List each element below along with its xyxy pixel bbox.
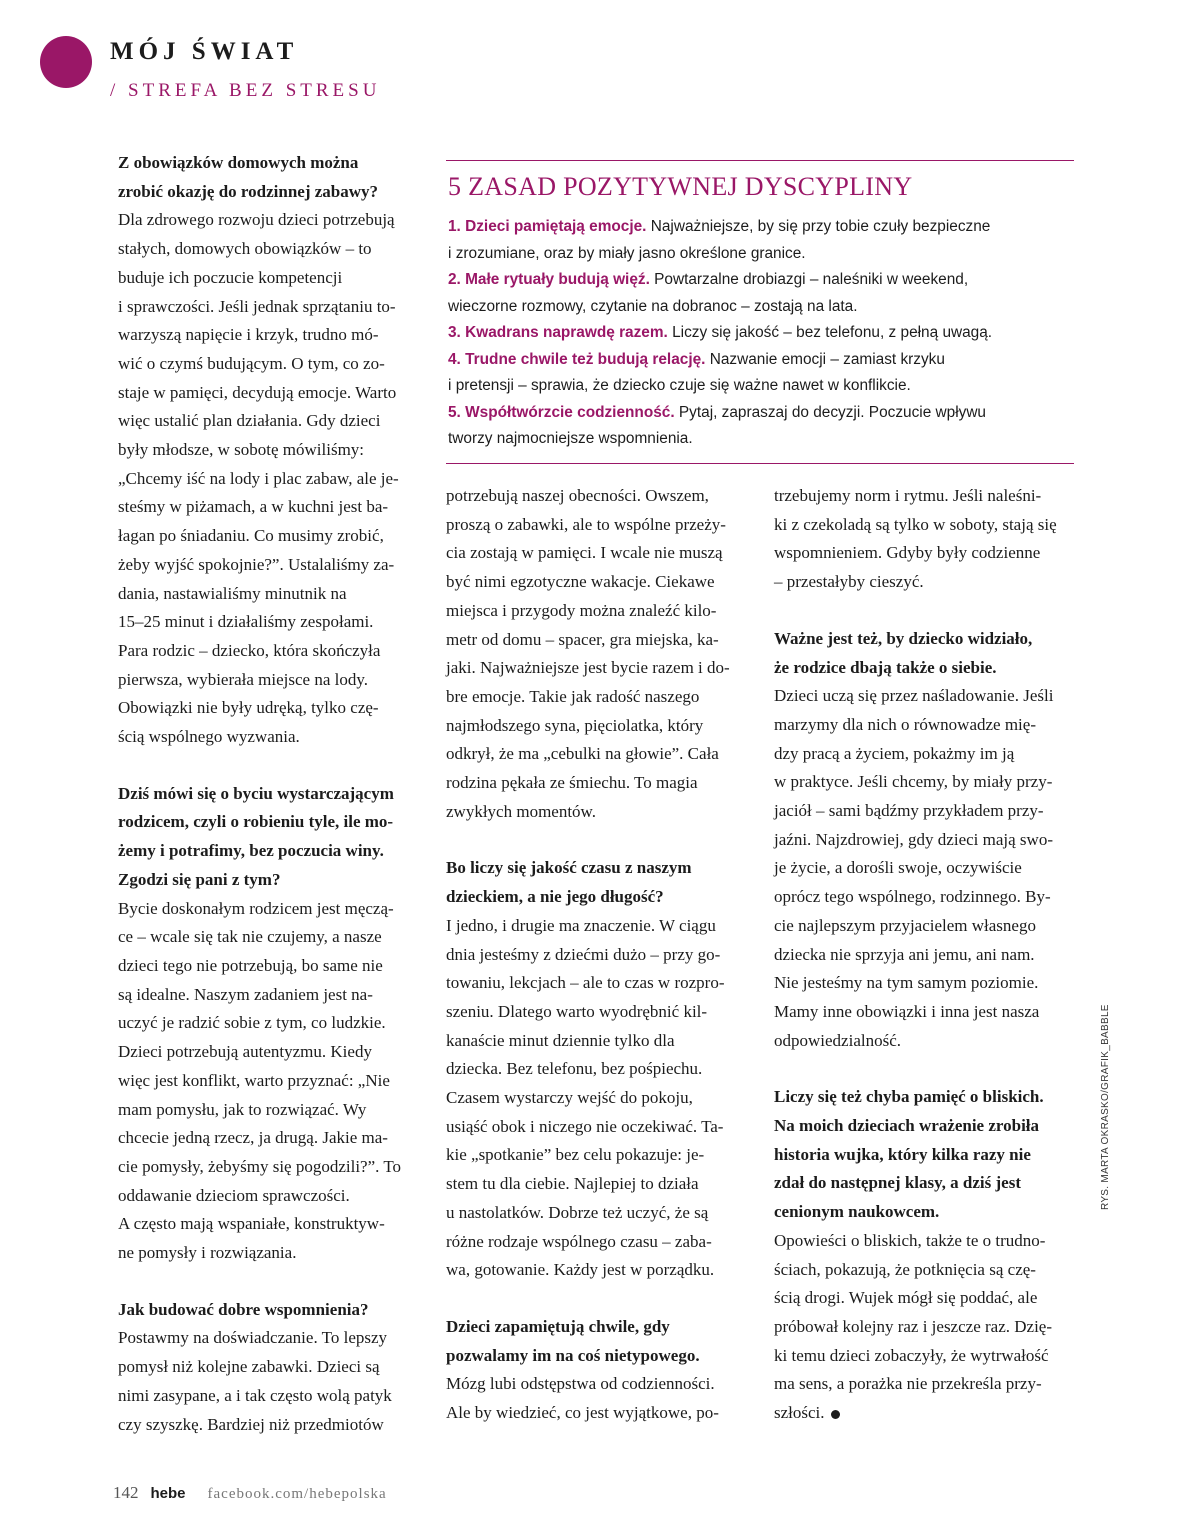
- credit-text: RYS. MARTA OKRASKO/GRAFIK_BABBLE: [1100, 1004, 1111, 1210]
- text-line: ścią drogi. Wujek mógł się poddać, ale: [774, 1288, 1038, 1308]
- interview-answer: [118, 206, 418, 751]
- section-title: MÓJ ŚWIAT: [110, 38, 299, 65]
- text-line: 15–25 minut i działaliśmy zespołami.: [118, 612, 374, 632]
- text-line: Para rodzic – dziecko, która skończyła: [118, 640, 381, 660]
- text-line: cie pomysły, żebyśmy się pogodzili?”. To: [118, 1156, 402, 1176]
- text-line: cia zostają w pamięci. I wcale nie muszą: [446, 543, 723, 563]
- interview-answer: [446, 1370, 744, 1427]
- text-line: żeby wyjść spokojnie?”. Ustalaliśmy za-: [118, 554, 395, 574]
- interview-question: [118, 149, 418, 206]
- rule-item: [448, 320, 1074, 347]
- text-line: je życie, a dorośli swoje, oczywiście: [774, 858, 1022, 878]
- text-line: ściach, pokazują, że potknięcia są czę-: [774, 1259, 1036, 1279]
- rule-text: i pretensji – sprawia, że dziecko czuje się ważne nawet w konflikcie.: [448, 377, 911, 394]
- text-line: rodzina pękała ze śmiechu. To magia: [446, 773, 698, 793]
- text-line: historia wujka, który kilka razy nie: [774, 1144, 1031, 1164]
- box-title: 5 ZASAD POZYTYWNEJ DYSCYPLINY: [448, 172, 913, 201]
- text-line: dzieci tego nie potrzebują, bo same nie: [118, 955, 383, 975]
- text-line: próbował kolejny raz i jeszcze raz. Dzię-: [774, 1316, 1052, 1336]
- interview-answer: [774, 482, 1076, 597]
- text-line: były młodsze, w sobotę mówiliśmy:: [118, 440, 365, 460]
- text-line: Dzieci zapamiętują chwile, gdy: [446, 1316, 670, 1336]
- text-line: Opowieści o bliskich, także te o trudno-: [774, 1230, 1046, 1250]
- text-line: proszą o zabawki, ale to wspólne przeży-: [446, 514, 726, 534]
- rule-text: Najważniejsze, by się przy tobie czuły bezpieczne: [646, 218, 991, 235]
- text-line: że rodzice dbają także o siebie.: [774, 657, 997, 677]
- text-line: dania, nastawialiśmy minutnik na: [118, 583, 347, 603]
- text-line: uczyć je radzić sobie z tym, co ludzkie.: [118, 1013, 386, 1033]
- text-line: Czasem wystarczy wejść do pokoju,: [446, 1088, 693, 1108]
- text-line: więc ustalić plan działania. Gdy dzieci: [118, 411, 381, 431]
- interview-answer: [774, 1227, 1076, 1428]
- text-line: Mózg lubi odstępstwa od codzienności.: [446, 1374, 715, 1394]
- text-line: staje w pamięci, decydują emocje. Warto: [118, 382, 397, 402]
- text-line: szeniu. Dlatego warto wyodrębnić kil-: [446, 1001, 708, 1021]
- interview-answer: [446, 912, 744, 1285]
- text-line: Bo liczy się jakość czasu z naszym: [446, 858, 692, 878]
- text-line: szłości.: [774, 1403, 825, 1423]
- text-line: u nastolatków. Dobrze też uczyć, że są: [446, 1202, 709, 1222]
- text-line: usiąść obok i niczego nie oczekiwać. Ta-: [446, 1116, 724, 1136]
- text-line: Bycie doskonałym rodzicem jest męczą-: [118, 898, 394, 918]
- paragraph-gap: [774, 1055, 1076, 1083]
- text-line: w praktyce. Jeśli chcemy, by miały przy-: [774, 772, 1053, 792]
- text-line: Dziś mówi się o byciu wystarczającym: [118, 783, 394, 803]
- text-line: zwykłych momentów.: [446, 801, 596, 821]
- text-line: dzieckiem, a nie jego długość?: [446, 887, 664, 907]
- text-line: ki z czekoladą są tylko w soboty, stają się: [774, 514, 1057, 534]
- text-line: warzyszą napięcie i krzyk, trudno mó-: [118, 325, 379, 345]
- page-footer: [113, 1483, 387, 1503]
- interview-question: [118, 1296, 418, 1325]
- text-line: miejsca i przygody można znaleźć kilo-: [446, 600, 717, 620]
- text-line: jaciół – sami bądźmy przykładem przy-: [774, 801, 1044, 821]
- interview-answer: [446, 482, 744, 826]
- text-line: stałych, domowych obowiązków – to: [118, 239, 372, 259]
- text-line: Mamy inne obowiązki i inna jest nasza: [774, 1001, 1040, 1021]
- text-line: wspomnieniem. Gdyby były codzienne: [774, 543, 1041, 563]
- article-column-2: [446, 482, 744, 1428]
- text-line: Dzieci uczą się przez naśladowanie. Jeśli: [774, 686, 1054, 706]
- text-line: Postawmy na doświadczanie. To lepszy: [118, 1328, 388, 1348]
- text-line: chcecie jedną rzecz, ja drugą. Jakie ma-: [118, 1128, 388, 1148]
- text-line: pomysł niż kolejne zabawki. Dzieci są: [118, 1357, 380, 1377]
- text-line: steśmy w piżamach, a w kuchni jest ba-: [118, 497, 389, 517]
- text-line: zrobić okazję do rodzinnej zabawy?: [118, 181, 379, 201]
- article-column-1: [118, 149, 418, 1439]
- text-line: różne rodzaje wspólnego czasu – zaba-: [446, 1231, 712, 1251]
- rule-text: Pytaj, zapraszaj do decyzji. Poczucie wpływu: [674, 403, 986, 421]
- text-line: ce – wcale się tak nie czujemy, a nasze: [118, 927, 382, 947]
- text-line: kie „spotkanie” bez celu pokazuje: je-: [446, 1145, 705, 1165]
- rule-text: Powtarzalne drobiazgi – naleśniki w weekend,: [649, 271, 969, 288]
- box-top-rule: [446, 160, 1074, 161]
- text-line: I jedno, i drugie ma znaczenie. W ciągu: [446, 915, 716, 935]
- text-line: marzymy dla nich o równowadze mię-: [774, 714, 1036, 734]
- rule-item: [448, 400, 1074, 453]
- interview-answer: [774, 682, 1076, 1055]
- text-line: cie najlepszym przyjacielem własnego: [774, 915, 1036, 935]
- rule-text: tworzy najmocniejsze wspomnienia.: [448, 430, 693, 447]
- text-line: łagan po śniadaniu. Co musimy zrobić,: [118, 526, 384, 546]
- paragraph-gap: [446, 1285, 744, 1313]
- interview-question: [774, 625, 1076, 682]
- text-line: dziecka nie sprzyja ani jemu, ani nam.: [774, 944, 1035, 964]
- rules-list: [448, 214, 1074, 453]
- rule-item: [448, 347, 1074, 400]
- text-line: buduje ich poczucie kompetencji: [118, 267, 343, 287]
- text-line: Dzieci potrzebują autentyzmu. Kiedy: [118, 1042, 372, 1062]
- footer-brand: hebe: [150, 1485, 186, 1502]
- rule-heading: 3. Kwadrans naprawdę razem.: [448, 324, 668, 341]
- rule-text: i zrozumiane, oraz by miały jasno określone granice.: [448, 244, 806, 262]
- text-line: oprócz tego wspólnego, rodzinnego. By-: [774, 887, 1051, 907]
- rule-heading: 2. Małe rytuały budują więź.: [448, 271, 650, 288]
- text-line: ne pomysły i rozwiązania.: [118, 1243, 297, 1263]
- page-number: 142: [113, 1483, 139, 1502]
- text-line: towaniu, lekcjach – ale to czas w rozpro-: [446, 973, 725, 993]
- text-line: kanaście minut dziennie tylko dla: [446, 1030, 675, 1050]
- article-column-3: [774, 482, 1076, 1428]
- text-line: pierwsza, wybierała miejsce na lody.: [118, 669, 369, 689]
- text-line: dziecka. Bez telefonu, bez pośpiechu.: [446, 1059, 703, 1079]
- rule-heading: 4. Trudne chwile też budują relację.: [448, 350, 706, 368]
- text-line: więc jest konflikt, warto przyznać: „Nie: [118, 1070, 390, 1090]
- text-line: ścią wspólnego wyzwania.: [118, 727, 300, 747]
- text-line: Liczy się też chyba pamięć o bliskich.: [774, 1087, 1044, 1107]
- text-line: być nimi egzotyczne wakacje. Ciekawe: [446, 572, 715, 592]
- text-line: Na moich dzieciach wrażenie zrobiła: [774, 1116, 1040, 1136]
- rules-box: [446, 160, 1074, 464]
- text-line: cenionym naukowcem.: [774, 1202, 940, 1222]
- rule-item: [448, 214, 1074, 267]
- section-subtitle: / STREFA BEZ STRESU: [110, 80, 381, 101]
- text-line: trzebujemy norm i rytmu. Jeśli naleśni-: [774, 486, 1042, 505]
- rule-text: wieczorne rozmowy, czytanie na dobranoc – zostają na lata.: [448, 297, 858, 315]
- text-line: dnia jesteśmy z dziećmi dużo – przy go-: [446, 944, 721, 964]
- text-line: rodzicem, czyli o robieniu tyle, ile mo-: [118, 812, 394, 832]
- rule-text: Liczy się jakość – bez telefonu, z pełną uwagą.: [667, 324, 993, 341]
- text-line: bre emocje. Takie jak radość naszego: [446, 686, 700, 706]
- text-line: „Chcemy iść na lody i plac zabaw, ale je-: [118, 468, 399, 488]
- paragraph-gap: [118, 1268, 418, 1296]
- rule-text: Nazwanie emocji – zamiast krzyku: [705, 350, 945, 368]
- text-line: Jak budować dobre wspomnienia?: [118, 1299, 369, 1319]
- text-line: żemy i potrafimy, bez poczucia winy.: [118, 841, 384, 861]
- text-line: Ważne jest też, by dziecko widziało,: [774, 628, 1033, 648]
- text-line: ma sens, a porażka nie przekreśla przy-: [774, 1374, 1042, 1394]
- section-dot-icon: [40, 36, 92, 88]
- text-line: czy szyszkę. Bardziej niż przedmiotów: [118, 1414, 384, 1434]
- text-line: Z obowiązków domowych można: [118, 153, 359, 172]
- text-line: odpowiedzialność.: [774, 1030, 901, 1050]
- interview-question: [118, 780, 418, 895]
- text-line: pozwalamy im na coś nietypowego.: [446, 1345, 700, 1365]
- text-line: – przestałyby cieszyć.: [774, 572, 924, 592]
- paragraph-gap: [118, 752, 418, 780]
- text-line: są idealne. Naszym zadaniem jest na-: [118, 984, 373, 1004]
- text-line: Ale by wiedzieć, co jest wyjątkowe, po-: [446, 1403, 719, 1423]
- text-line: A często mają wspaniałe, konstruktyw-: [118, 1214, 385, 1234]
- text-line: potrzebują naszej obecności. Owszem,: [446, 486, 709, 505]
- paragraph-gap: [774, 597, 1076, 625]
- interview-answer: [118, 1324, 418, 1439]
- rule-heading: 5. Współtwórzcie codzienność.: [448, 403, 675, 421]
- text-line: Nie jesteśmy na tym samym poziomie.: [774, 973, 1039, 993]
- box-bottom-rule: [446, 463, 1074, 464]
- text-line: i sprawczości. Jeśli jednak sprzątaniu to-: [118, 296, 396, 316]
- text-line: nimi zasypane, a i tak często wolą patyk: [118, 1385, 392, 1405]
- text-line: mam pomysłu, jak to rozwiązać. Wy: [118, 1099, 367, 1119]
- interview-answer: [118, 895, 418, 1268]
- footer-link[interactable]: facebook.com/hebepolska: [207, 1486, 387, 1502]
- text-line: ki temu dzieci zobaczyły, że wytrwałość: [774, 1345, 1049, 1365]
- text-line: Zgodzi się pani z tym?: [118, 869, 281, 889]
- text-line: jaźni. Najzdrowiej, gdy dzieci mają swo-: [774, 829, 1053, 849]
- rule-item: [448, 267, 1074, 320]
- text-line: stem tu dla ciebie. Najlepiej to działa: [446, 1174, 699, 1194]
- text-line: wa, gotowanie. Każdy jest w porządku.: [446, 1260, 715, 1280]
- text-line: zdał do następnej klasy, a dziś jest: [774, 1173, 1021, 1193]
- end-mark-icon: [831, 1410, 840, 1419]
- rule-heading: 1. Dzieci pamiętają emocje.: [448, 218, 647, 235]
- text-line: Dla zdrowego rozwoju dzieci potrzebują: [118, 210, 395, 230]
- text-line: wić o czymś budującym. O tym, co zo-: [118, 353, 385, 373]
- interview-question: [446, 1313, 744, 1370]
- text-line: metr od domu – spacer, gra miejska, ka-: [446, 629, 719, 649]
- paragraph-gap: [446, 826, 744, 854]
- text-line: oddawanie dzieciom sprawczości.: [118, 1185, 350, 1205]
- text-line: jaki. Najważniejsze jest bycie razem i do-: [446, 658, 730, 678]
- text-line: dzy pracą a życiem, pokażmy im ją: [774, 743, 1015, 763]
- text-line: Obowiązki nie były udręką, tylko czę-: [118, 698, 379, 718]
- interview-question: [774, 1083, 1076, 1227]
- interview-question: [446, 854, 744, 911]
- text-line: odkrył, że ma „cebulki na głowie”. Cała: [446, 744, 719, 764]
- text-line: najmłodszego syna, pięciolatka, który: [446, 715, 704, 735]
